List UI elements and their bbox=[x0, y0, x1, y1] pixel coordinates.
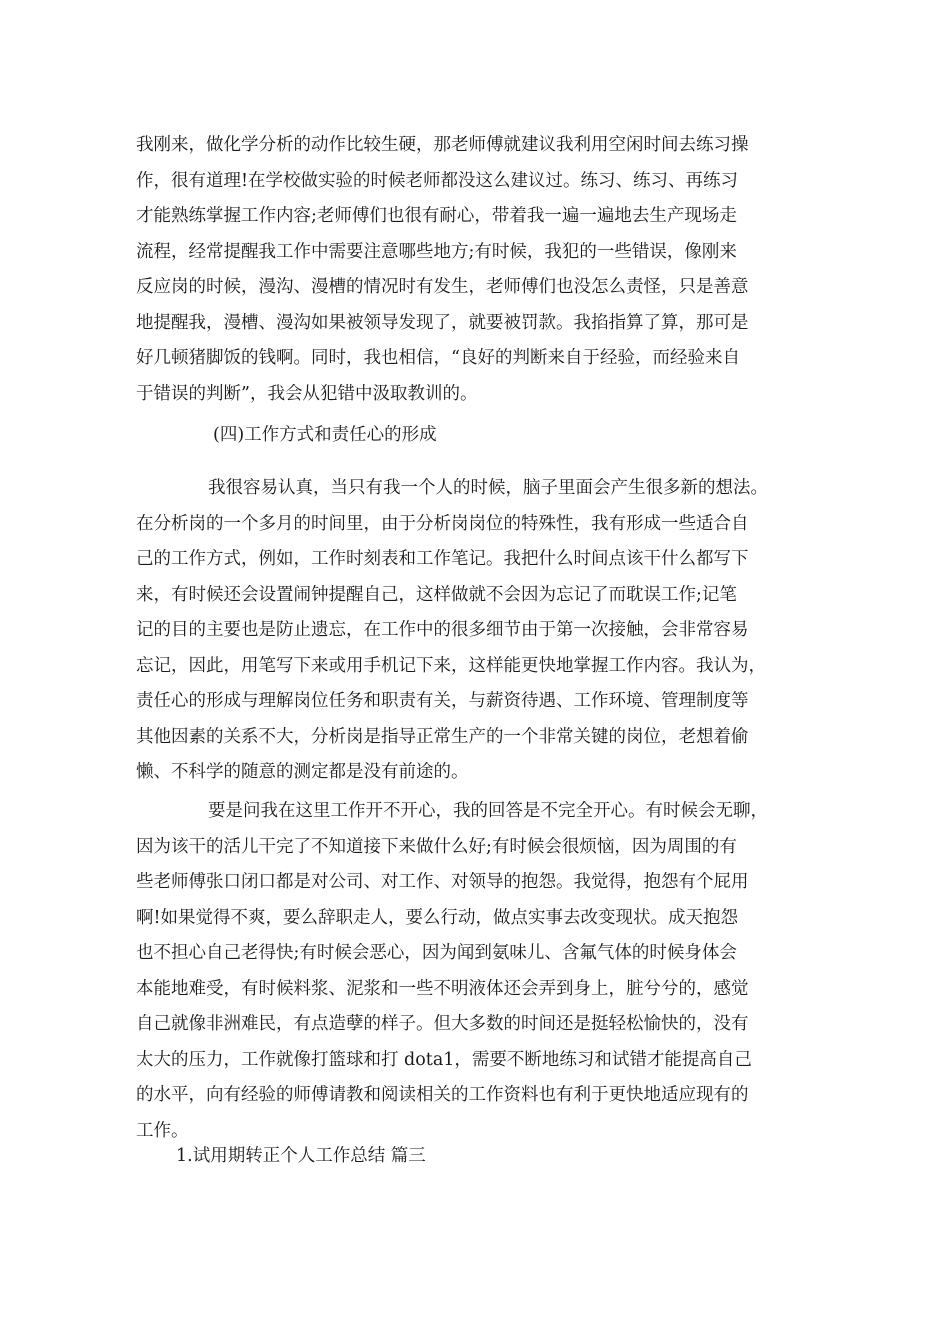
text-line: 我刚来，做化学分析的动作比较生硬，那老师傅就建议我利用空闲时间去练习操 bbox=[136, 135, 749, 155]
text-line: 啊!如果觉得不爽，要么辞职走人，要么行动，做点实事去改变现状。成天抱怨 bbox=[136, 907, 739, 928]
text-line: 忘记，因此，用笔写下来或用手机记下来，这样能更快地掌握工作内容。我认为， bbox=[136, 655, 766, 676]
text-line: 的水平，向有经验的师傅请教和阅读相关的工作资料也有利于更快地适应现有的 bbox=[136, 1085, 749, 1105]
text-line: 懒、不科学的随意的测定都是没有前途的。 bbox=[136, 762, 469, 782]
paragraph-1 bbox=[136, 128, 816, 412]
text-line: 要是问我在这里工作开不开心，我的回答是不完全开心。有时候会无聊， bbox=[208, 801, 768, 821]
section-heading-4: (四)工作方式和责任心的形成 bbox=[213, 425, 437, 445]
paragraph-2 bbox=[136, 471, 816, 791]
section-title: 1.试用期转正个人工作总结 篇三 bbox=[176, 1146, 426, 1166]
text-line: 才能熟练掌握工作内容;老师傅们也很有耐心，带着我一遍一遍地去生产现场走 bbox=[136, 206, 737, 226]
text-line: 工作。 bbox=[136, 1120, 189, 1141]
text-line: 其他因素的关系不大，分析岗是指导正常生产的一个非常关键的岗位，老想着偷 bbox=[136, 726, 749, 747]
text-line: 于错误的判断”，我会从犯错中汲取教训的。 bbox=[136, 383, 478, 404]
text-line: 本能地难受，有时候料浆、泥浆和一些不明液体还会弄到身上，脏兮兮的，感觉 bbox=[136, 978, 749, 999]
text-line: 太大的压力，工作就像打篮球和打 dota1，需要不断地练习和试错才能提高自己 bbox=[136, 1049, 752, 1070]
text-line: 些老师傅张口闭口都是对公司、对工作、对领导的抱怨。我觉得，抱怨有个屁用 bbox=[136, 872, 749, 892]
text-line: 己的工作方式，例如，工作时刻表和工作笔记。我把什么时间点该干什么都写下 bbox=[136, 549, 749, 569]
paragraph-3 bbox=[136, 794, 816, 1149]
text-line: 我很容易认真，当只有我一个人的时候，脑子里面会产生很多新的想法。 bbox=[208, 478, 768, 498]
text-line: 因为该干的活儿干完了不知道接下来做什么好;有时候会很烦恼，因为周围的有 bbox=[136, 836, 737, 857]
text-line: 流程，经常提醒我工作中需要注意哪些地方;有时候，我犯的一些错误，像刚来 bbox=[136, 241, 737, 262]
text-line: 自己就像非洲难民，有点造孽的样子。但大多数的时间还是挺轻松愉快的，没有 bbox=[136, 1014, 749, 1034]
text-line: 好几顿猪脚饭的钱啊。同时，我也相信，“良好的判断来自于经验，而经验来自 bbox=[136, 348, 740, 368]
text-line: 在分析岗的一个多月的时间里，由于分析岗岗位的特殊性，我有形成一些适合自 bbox=[136, 513, 749, 534]
text-line: 反应岗的时候，漫沟、漫槽的情况时有发生，老师傅们也没怎么责怪，只是善意 bbox=[136, 277, 749, 297]
text-line: 记的目的主要也是防止遗忘，在工作中的很多细节由于第一次接触，会非常容易 bbox=[136, 620, 749, 640]
text-line: 责任心的形成与理解岗位任务和职责有关，与薪资待遇、工作环境、管理制度等 bbox=[136, 691, 749, 711]
text-line: 地提醒我，漫槽、漫沟如果被领导发现了，就要被罚款。我掐指算了算，那可是 bbox=[136, 312, 749, 333]
text-line: 来，有时候还会设置闹钟提醒自己，这样做就不会因为忘记了而耽误工作;记笔 bbox=[136, 584, 737, 605]
text-line: 作，很有道理!在学校做实验的时候老师都没这么建议过。练习、练习、再练习 bbox=[136, 170, 739, 191]
text-line: 也不担心自己老得快;有时候会恶心，因为闻到氨味儿、含氟气体的时候身体会 bbox=[136, 943, 737, 963]
